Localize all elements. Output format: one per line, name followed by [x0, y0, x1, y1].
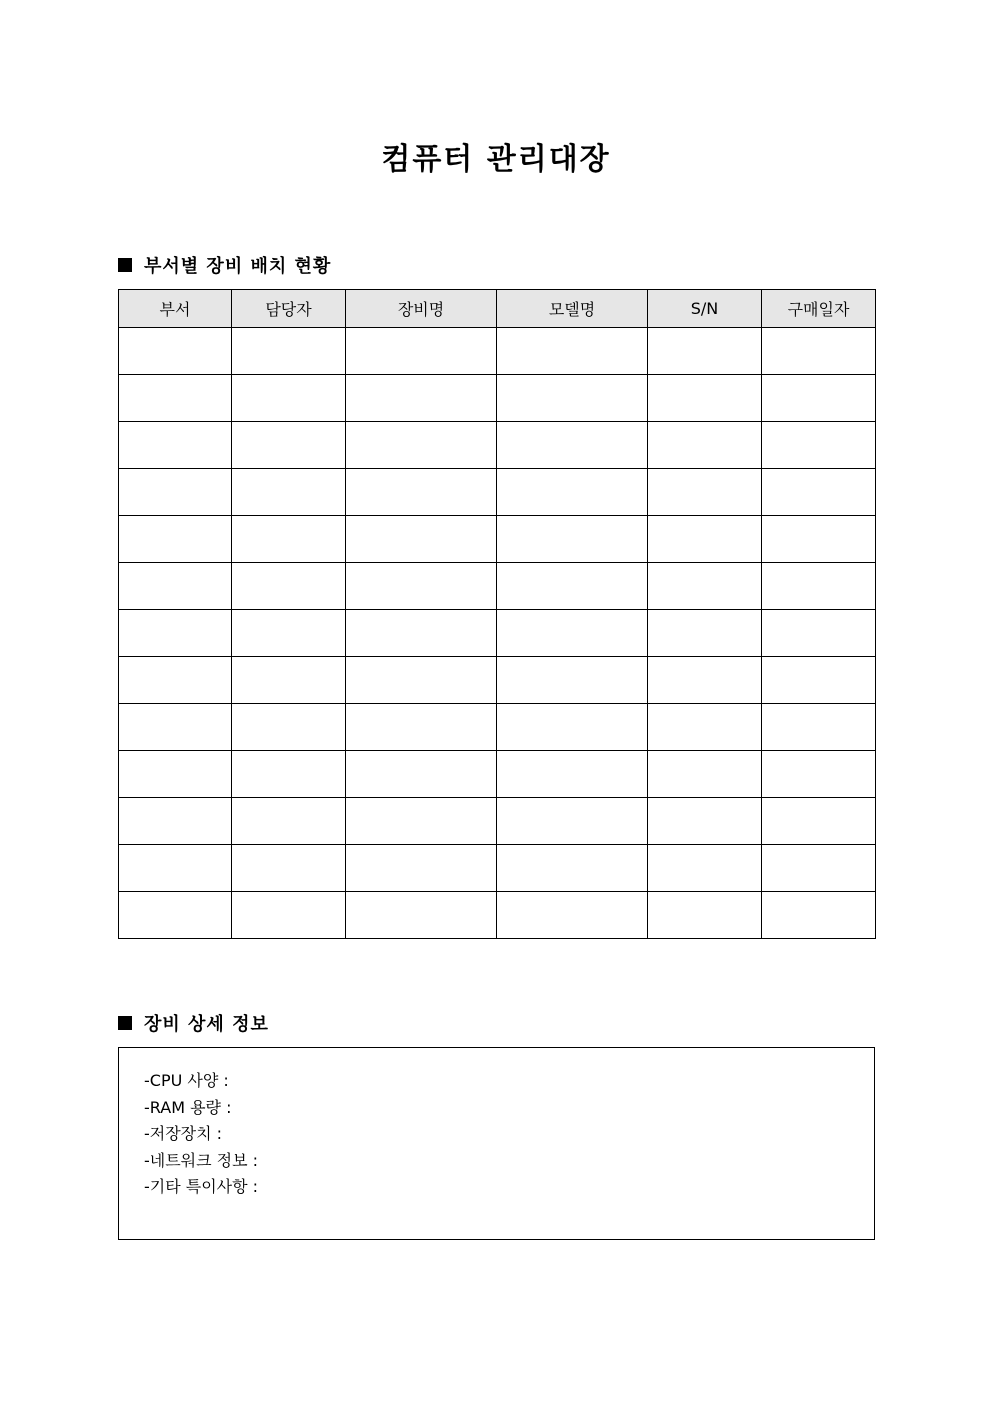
table-cell[interactable]: [497, 469, 648, 516]
table-cell[interactable]: [648, 516, 762, 563]
column-header-manager: 담당자: [232, 290, 346, 328]
table-row: [119, 563, 876, 610]
table-row: [119, 469, 876, 516]
table-body: [119, 328, 876, 939]
table-cell[interactable]: [497, 704, 648, 751]
square-bullet-icon: [118, 1016, 132, 1030]
table-row: [119, 751, 876, 798]
detail-item-ram: -RAM 용량 :: [144, 1097, 232, 1117]
table-cell[interactable]: [762, 704, 876, 751]
table-cell[interactable]: [119, 610, 232, 657]
table-cell[interactable]: [648, 657, 762, 704]
table-cell[interactable]: [762, 375, 876, 422]
table-cell[interactable]: [119, 657, 232, 704]
table-cell[interactable]: [232, 375, 346, 422]
column-header-model-name: 모델명: [497, 290, 648, 328]
table-cell[interactable]: [119, 892, 232, 939]
table-cell[interactable]: [232, 469, 346, 516]
table-cell[interactable]: [232, 704, 346, 751]
table-cell[interactable]: [232, 845, 346, 892]
table-cell[interactable]: [648, 469, 762, 516]
detail-item-cpu: -CPU 사양 :: [144, 1071, 229, 1090]
table-cell[interactable]: [648, 704, 762, 751]
table-cell[interactable]: [119, 516, 232, 563]
table-row: [119, 798, 876, 845]
table-cell[interactable]: [648, 375, 762, 422]
table-cell[interactable]: [119, 328, 232, 375]
table-cell[interactable]: [346, 798, 497, 845]
table-cell[interactable]: [119, 375, 232, 422]
equipment-placement-table: [118, 289, 876, 939]
table-cell[interactable]: [232, 610, 346, 657]
detail-item-notes: -기타 특이사항 :: [144, 1177, 259, 1197]
column-header-department: 부서: [119, 290, 232, 328]
table-row: [119, 610, 876, 657]
table-cell[interactable]: [497, 845, 648, 892]
column-header-equipment-name: 장비명: [346, 290, 497, 328]
table-cell[interactable]: [648, 798, 762, 845]
table-cell[interactable]: [497, 657, 648, 704]
table-cell[interactable]: [762, 469, 876, 516]
table-cell[interactable]: [497, 516, 648, 563]
details-list: [119, 1048, 874, 1201]
table-cell[interactable]: [119, 751, 232, 798]
table-cell[interactable]: [232, 798, 346, 845]
table-cell[interactable]: [762, 563, 876, 610]
details-section-title: 장비 상세 정보: [144, 1014, 269, 1035]
table-cell[interactable]: [497, 798, 648, 845]
column-header-serial-number: S/N: [648, 290, 762, 328]
table-row: [119, 328, 876, 375]
table-cell[interactable]: [346, 516, 497, 563]
table-cell[interactable]: [346, 845, 497, 892]
detail-item-network: -네트워크 정보 :: [144, 1150, 259, 1170]
table-cell[interactable]: [232, 516, 346, 563]
table-cell[interactable]: [346, 657, 497, 704]
table-cell[interactable]: [762, 328, 876, 375]
table-cell[interactable]: [119, 704, 232, 751]
table-cell[interactable]: [232, 328, 346, 375]
table-row: [119, 375, 876, 422]
table-cell[interactable]: [648, 845, 762, 892]
table-cell[interactable]: [762, 657, 876, 704]
table-cell[interactable]: [346, 704, 497, 751]
table-cell[interactable]: [762, 845, 876, 892]
table-cell[interactable]: [346, 563, 497, 610]
table-cell[interactable]: [648, 892, 762, 939]
table-cell[interactable]: [648, 610, 762, 657]
table-cell[interactable]: [232, 892, 346, 939]
table-cell[interactable]: [346, 422, 497, 469]
table-cell[interactable]: [762, 892, 876, 939]
table-cell[interactable]: [762, 751, 876, 798]
table-cell[interactable]: [497, 563, 648, 610]
table-cell[interactable]: [346, 328, 497, 375]
table-cell[interactable]: [119, 845, 232, 892]
table-cell[interactable]: [119, 563, 232, 610]
table-row: [119, 704, 876, 751]
table-cell[interactable]: [346, 375, 497, 422]
table-row: [119, 892, 876, 939]
table-cell[interactable]: [648, 422, 762, 469]
equipment-details-box: [118, 1047, 875, 1240]
table-cell[interactable]: [232, 657, 346, 704]
table-cell[interactable]: [497, 610, 648, 657]
table-cell[interactable]: [762, 516, 876, 563]
table-cell[interactable]: [232, 751, 346, 798]
details-section-heading: [118, 1010, 269, 1036]
document-title: 컴퓨터 관리대장: [381, 142, 611, 177]
table-cell[interactable]: [762, 798, 876, 845]
table-cell[interactable]: [119, 422, 232, 469]
table-cell[interactable]: [232, 422, 346, 469]
table-cell[interactable]: [119, 469, 232, 516]
table-cell[interactable]: [346, 892, 497, 939]
detail-item-storage: -저장장치 :: [144, 1124, 223, 1144]
table-cell[interactable]: [346, 469, 497, 516]
table-cell[interactable]: [497, 892, 648, 939]
table-cell[interactable]: [497, 375, 648, 422]
table-cell[interactable]: [648, 751, 762, 798]
table-cell[interactable]: [346, 610, 497, 657]
table-cell[interactable]: [346, 751, 497, 798]
table-cell[interactable]: [497, 328, 648, 375]
table-cell[interactable]: [497, 751, 648, 798]
table-cell[interactable]: [648, 563, 762, 610]
table-row: [119, 845, 876, 892]
table-row: [119, 422, 876, 469]
table-cell[interactable]: [497, 422, 648, 469]
column-header-purchase-date: 구매일자: [762, 290, 876, 328]
table-row: [119, 516, 876, 563]
table-cell[interactable]: [232, 563, 346, 610]
table-cell[interactable]: [762, 422, 876, 469]
table-cell[interactable]: [648, 328, 762, 375]
table-cell[interactable]: [119, 798, 232, 845]
table-row: [119, 657, 876, 704]
placement-section-heading: [118, 252, 331, 278]
table-cell[interactable]: [762, 610, 876, 657]
table-header-row: [119, 290, 876, 328]
square-bullet-icon: [118, 258, 132, 272]
placement-section-title: 부서별 장비 배치 현황: [144, 256, 332, 277]
